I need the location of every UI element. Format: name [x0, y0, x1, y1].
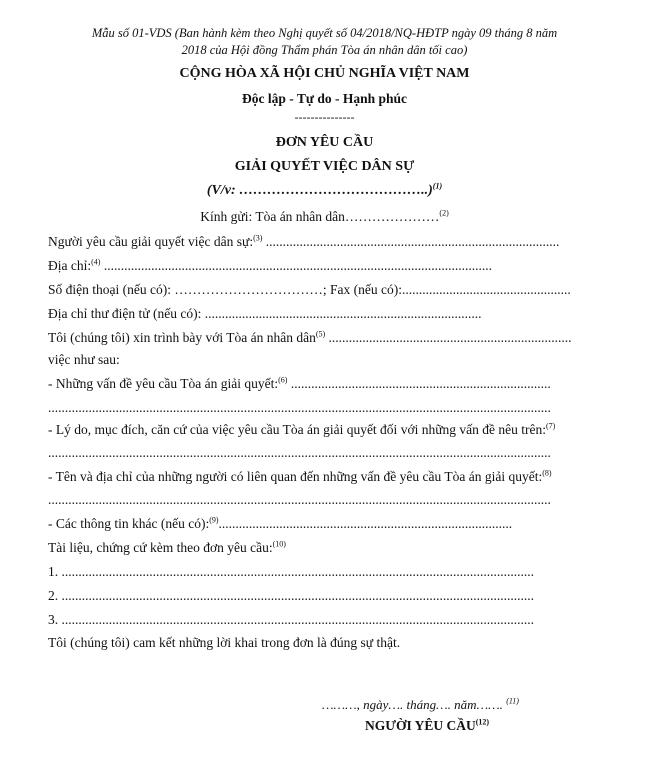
- date-line: [322, 697, 519, 713]
- date-note: (11): [506, 696, 519, 706]
- form-line: việc như sau:: [48, 352, 120, 367]
- header-note-line1: Mẫu số 01-VDS (Ban hành kèm theo Nghị quyết số 04/2018/NQ-HĐTP ngày 09 tháng 8 năm: [91, 26, 558, 40]
- form-line: .....................................................................................................................................................: [48, 400, 551, 415]
- date-text: ………, ngày…. tháng…. năm…….: [322, 697, 503, 712]
- form-subject: [0, 183, 649, 199]
- form-line: 1. ............................................................................................................................................: [48, 564, 534, 579]
- form-line: Địa chỉ thư điện tử (nếu có): ..................................................................................: [48, 306, 482, 321]
- form-line: - Những vấn đề yêu cầu Tòa án giải quyết:$^{(6)}$ .............................................................................: [48, 375, 551, 391]
- form-line: - Lý do, mục đích, căn cứ của việc yêu cầu Tòa án giải quyết đối với những vấn đề nêu trên:$^{(7)}$: [48, 421, 556, 437]
- signer-note: (12): [475, 717, 490, 727]
- recipient-note: (2): [439, 208, 449, 218]
- form-line: 2. ............................................................................................................................................: [48, 588, 534, 603]
- form-line: Tôi (chúng tôi) cam kết những lời khai trong đơn là đúng sự thật.: [48, 635, 401, 650]
- form-title: ĐƠN YÊU CẦU: [275, 135, 374, 150]
- country-name: CỘNG HÒA XÃ HỘI CHỦ NGHĨA VIỆT NAM: [179, 66, 470, 81]
- signer-title: [365, 718, 489, 734]
- signer-text: NGƯỜI YÊU CẦU: [365, 718, 476, 733]
- form-line: Người yêu cầu giải quyết việc dân sự:$^{(3)}$ .......................................................................................: [48, 233, 560, 249]
- motto: Độc lập - Tự do - Hạnh phúc: [241, 91, 408, 106]
- recipient: [0, 209, 649, 225]
- form-subject-text: (V/v: …………………………………..): [206, 183, 433, 198]
- recipient-text: Kính gửi: Tòa án nhân dân…………………: [200, 209, 440, 224]
- form-subject-note: (1): [432, 181, 443, 191]
- form-subtitle: GIẢI QUYẾT VIỆC DÂN SỰ: [234, 159, 415, 174]
- form-line: Tài liệu, chứng cứ kèm theo đơn yêu cầu:$^{(10)}$: [48, 539, 286, 555]
- divider: ---------------: [294, 110, 355, 124]
- form-line: 3. ............................................................................................................................................: [48, 612, 534, 627]
- form-line: - Các thông tin khác (nếu có):$^{(9)}$.......................................................................................: [48, 515, 513, 531]
- form-line: Địa chỉ:$^{(4)}$ ...................................................................................................................: [48, 257, 492, 273]
- form-line: .....................................................................................................................................................: [48, 445, 551, 460]
- form-line: .....................................................................................................................................................: [48, 492, 551, 507]
- form-line: Số điện thoại (nếu có): ……………………………; Fax (nếu có):..................................................: [48, 282, 571, 297]
- form-line: Tôi (chúng tôi) xin trình bày với Tòa án nhân dân$^{(5)}$ ........................................................................: [48, 329, 572, 345]
- form-line: - Tên và địa chỉ của những người có liên quan đến những vấn đề yêu cầu Tòa án giải quyết:$^{(8)}$: [48, 468, 552, 484]
- header-note-line2: 2018 của Hội đồng Thẩm phán Tòa án nhân dân tối cao): [181, 43, 468, 57]
